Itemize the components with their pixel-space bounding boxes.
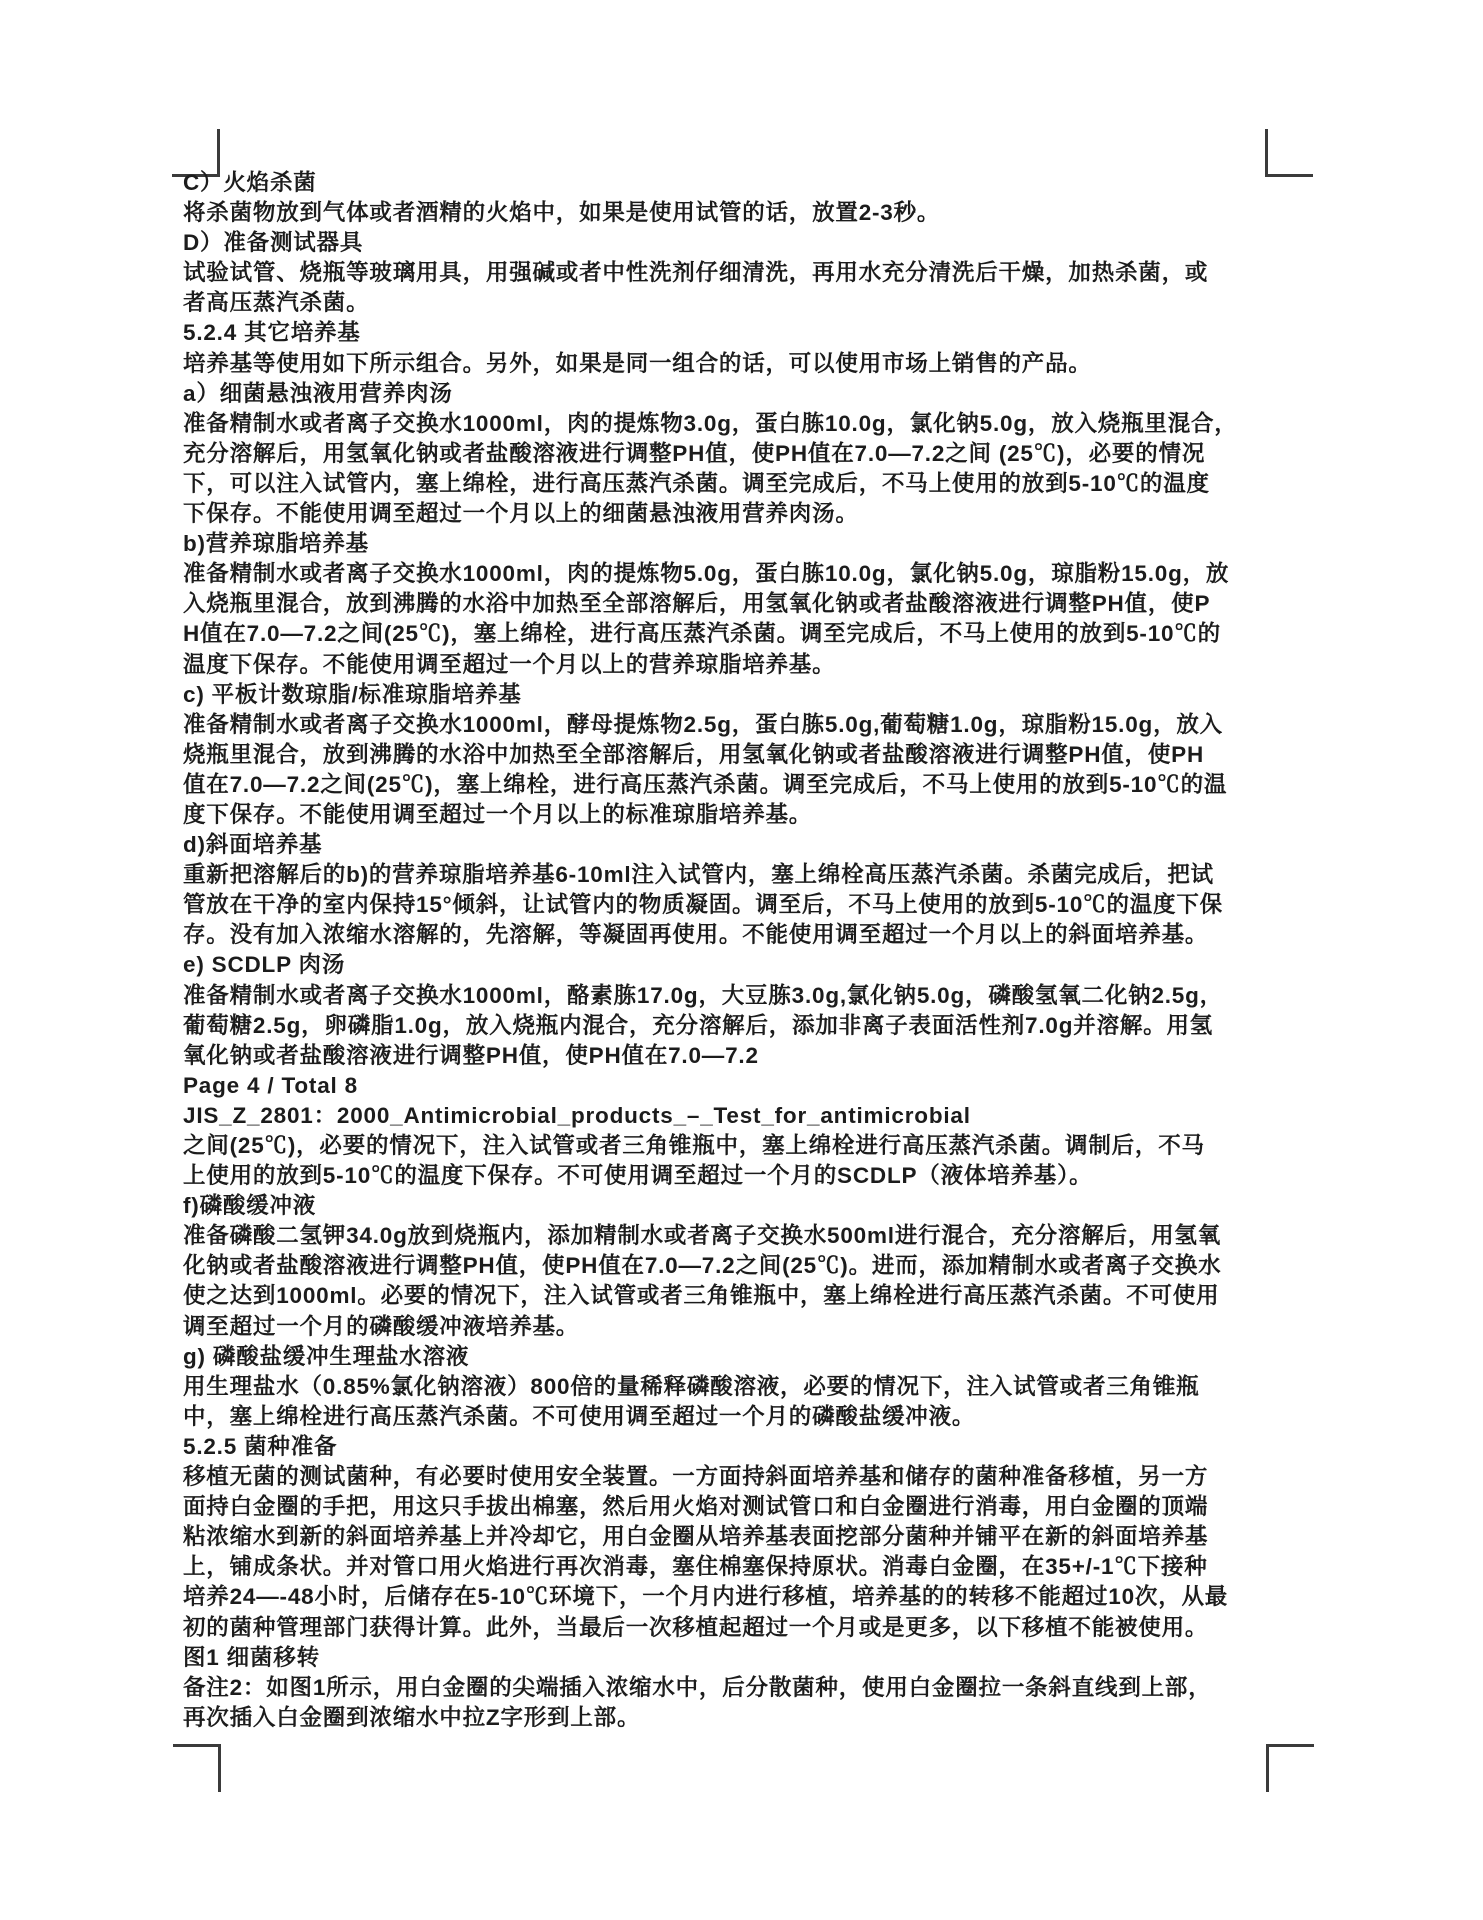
text-line: 入烧瓶里混合，放到沸腾的水浴中加热至全部溶解后，用氢氧化钠或者盐酸溶液进行调整PH值，使P [183, 591, 1211, 617]
text-line: c) 平板计数琼脂/标准琼脂培养基 [183, 681, 522, 707]
text-line: 5.2.5 菌种准备 [183, 1433, 338, 1459]
text-line: 上，铺成条状。并对管口用火焰进行再次消毒，塞住棉塞保持原状。消毒白金圈，在35+/-1℃下接种 [183, 1554, 1208, 1580]
crop-mark-bottom-right [1266, 1744, 1314, 1792]
text-line: d)斜面培养基 [183, 832, 323, 858]
text-line: 中，塞上绵栓进行高压蒸汽杀菌。不可使用调至超过一个月的磷酸盐缓冲液。 [183, 1403, 976, 1429]
crop-mark-bottom-left [173, 1744, 221, 1792]
text-line: 图1 细菌移转 [183, 1644, 320, 1670]
text-line: Page 4 / Total 8 [183, 1072, 358, 1098]
text-line: 管放在干净的室内保持15°倾斜，让试管内的物质凝固。调至后，不马上使用的放到5-10℃的温度下保 [183, 892, 1223, 918]
text-line: 将杀菌物放到气体或者酒精的火焰中，如果是使用试管的话，放置2-3秒。 [183, 200, 941, 226]
text-line: D）准备测试器具 [183, 230, 364, 256]
text-line: 调至超过一个月的磷酸缓冲液培养基。 [183, 1313, 580, 1339]
text-line: 存。没有加入浓缩水溶解的，先溶解，等凝固再使用。不能使用调至超过一个月以上的斜面培养基。 [183, 922, 1209, 948]
text-line: 度下保存。不能使用调至超过一个月以上的标准琼脂培养基。 [183, 801, 813, 827]
text-line: 粘浓缩水到新的斜面培养基上并冷却它，用白金圈从培养基表面挖部分菌种并铺平在新的斜面培养基 [183, 1524, 1209, 1550]
text-line: H值在7.0—7.2之间(25℃)，塞上绵栓，进行高压蒸汽杀菌。调至完成后，不马上使用的放到5-10℃的 [183, 621, 1221, 647]
text-line: 化钠或者盐酸溶液进行调整PH值，使PH值在7.0—7.2之间(25℃)。进而，添加精制水或者离子交换水 [183, 1253, 1222, 1279]
text-line: 重新把溶解后的b)的营养琼脂培养基6-10ml注入试管内，塞上绵栓高压蒸汽杀菌。杀菌完成后，把试 [183, 862, 1214, 888]
text-line: 5.2.4 其它培养基 [183, 320, 361, 346]
text-line: 之间(25℃)，必要的情况下，注入试管或者三角锥瓶中，塞上绵栓进行高压蒸汽杀菌。调制后，不马 [183, 1133, 1205, 1158]
text-line: 烧瓶里混合，放到沸腾的水浴中加热至全部溶解后，用氢氧化钠或者盐酸溶液进行调整PH值，使PH [183, 741, 1205, 767]
text-line: 准备精制水或者离子交换水1000ml，酪素胨17.0g，大豆胨3.0g,氯化钠5.0g，磷酸氢氧二化钠2.5g， [183, 982, 1223, 1008]
text-line: 培养基等使用如下所示组合。另外，如果是同一组合的话，可以使用市场上销售的产品。 [183, 350, 1092, 376]
text-line: 上使用的放到5-10℃的温度下保存。不可使用调至超过一个月的SCDLP（液体培养基）。 [183, 1163, 1093, 1189]
text-line: 用生理盐水（0.85%氯化钠溶液）800倍的量稀释磷酸溶液，必要的情况下，注入试管或者三角锥瓶 [183, 1373, 1200, 1399]
text-line: 初的菌种管理部门获得计算。此外，当最后一次移植起超过一个月或是更多，以下移植不能被使用。 [183, 1614, 1209, 1640]
text-line: 下，可以注入试管内，塞上绵栓，进行高压蒸汽杀菌。调至完成后，不马上使用的放到5-10℃的温度 [183, 470, 1210, 496]
text-line: 值在7.0—7.2之间(25℃)，塞上绵栓，进行高压蒸汽杀菌。调至完成后，不马上使用的放到5-10℃的温 [183, 771, 1228, 797]
text-line: 准备精制水或者离子交换水1000ml，肉的提炼物3.0g，蛋白胨10.0g，氯化钠5.0g，放入烧瓶里混合， [183, 410, 1238, 436]
text-line: 葡萄糖2.5g，卵磷脂1.0g，放入烧瓶内混合，充分溶解后，添加非离子表面活性剂7.0g并溶解。用氢 [183, 1012, 1214, 1038]
document-text-block [183, 168, 1318, 1733]
text-line: 培养24—-48小时，后储存在5-10℃环境下，一个月内进行移植，培养基的的转移不能超过10次，从最 [183, 1584, 1229, 1610]
text-line: 充分溶解后，用氢氧化钠或者盐酸溶液进行调整PH值，使PH值在7.0—7.2之间 (25℃)，必要的情况 [183, 440, 1206, 466]
text-line: b)营养琼脂培养基 [183, 531, 369, 557]
text-line: 温度下保存。不能使用调至超过一个月以上的营养琼脂培养基。 [183, 651, 836, 677]
text-line: JIS_Z_2801：2000_Antimicrobial_products_–_Test_for_antimicrobial [183, 1102, 971, 1128]
text-line: C）火焰杀菌 [183, 170, 317, 195]
text-line: 准备精制水或者离子交换水1000ml，酵母提炼物2.5g，蛋白胨5.0g,葡萄糖1.0g，琼脂粉15.0g，放入 [183, 711, 1223, 737]
text-line: 备注2：如图1所示，用白金圈的尖端插入浓缩水中，后分散菌种，使用白金圈拉一条斜直线到上部， [183, 1674, 1212, 1700]
text-line: 准备精制水或者离子交换水1000ml，肉的提炼物5.0g，蛋白胨10.0g，氯化钠5.0g，琼脂粉15.0g，放 [183, 561, 1230, 587]
text-line: e) SCDLP 肉汤 [183, 952, 346, 978]
text-line: 下保存。不能使用调至超过一个月以上的细菌悬浊液用营养肉汤。 [183, 501, 859, 527]
text-line: g) 磷酸盐缓冲生理盐水溶液 [183, 1343, 470, 1369]
text-line: 试验试管、烧瓶等玻璃用具，用强碱或者中性洗剂仔细清洗，再用水充分清洗后干燥，加热杀菌，或 [183, 260, 1209, 286]
text-line: a）细菌悬浊液用营养肉汤 [183, 380, 453, 406]
text-line: 再次插入白金圈到浓缩水中拉Z字形到上部。 [183, 1704, 641, 1730]
text-line: 移植无菌的测试菌种，有必要时使用安全装置。一方面持斜面培养基和储存的菌种准备移植，另一方 [183, 1464, 1209, 1490]
text-line: f)磷酸缓冲液 [183, 1193, 317, 1219]
text-line: 氧化钠或者盐酸溶液进行调整PH值，使PH值在7.0—7.2 [183, 1042, 759, 1068]
text-line: 面持白金圈的手把，用这只手拔出棉塞，然后用火焰对测试管口和白金圈进行消毒，用白金圈的顶端 [183, 1494, 1209, 1520]
text-line: 者高压蒸汽杀菌。 [183, 290, 370, 316]
text-line: 使之达到1000ml。必要的情况下，注入试管或者三角锥瓶中，塞上绵栓进行高压蒸汽杀菌。不可使用 [183, 1283, 1220, 1309]
text-line: 准备磷酸二氢钾34.0g放到烧瓶内，添加精制水或者离子交换水500ml进行混合，充分溶解后，用氢氧 [183, 1223, 1222, 1249]
